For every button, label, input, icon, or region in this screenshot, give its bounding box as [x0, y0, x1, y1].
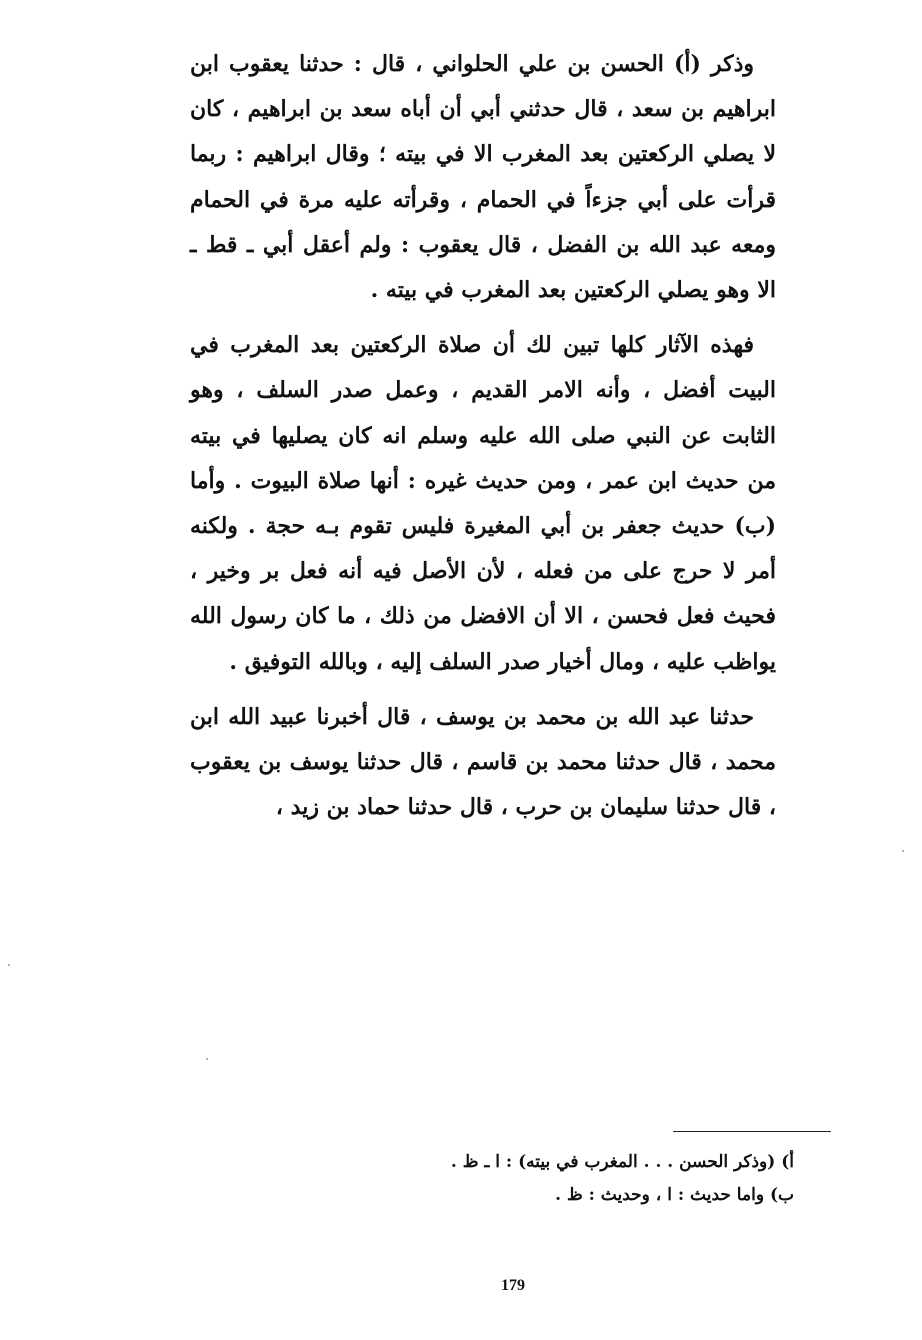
paragraph-2: فهذه الآثار كلها تبين لك أن صلاة الركعتين بعد المغرب في البيت أفضل ، وأنه الامر القديم ، وعمل صدر السلف ، وهو الثابت عن النبي صلى الله عليه وسلم انه كان يصليها في بيته من حديث ابن عمر ، ومن حديث غيره : أنها صلاة البيوت . وأما (ب) حديث جعفر بن أبي المغيرة فليس تقوم بـه حجة . ولكنه أمر لا حرج على من فعله ، لأن الأصل فيه أنه فعل بر وخير ، فحيث فعل فحسن ، الا أن الافضل من ذلك ، ما كان رسول الله يواظب عليه ، ومال أخيار صدر السلف إليه ، وبالله التوفيق .: [190, 332, 776, 675]
footnote-b: ب) واما حديث : ا ، وحديث : ظ .: [555, 1185, 794, 1205]
scan-speck: [8, 964, 10, 966]
footnote-separator: [673, 1131, 831, 1132]
scan-speck: [206, 1058, 208, 1060]
page-number: 179: [501, 1277, 525, 1294]
paragraph-1: وذكر (أ) الحسن بن علي الحلواني ، قال : حدثنا يعقوب ابن ابراهيم بن سعد ، قال حدثني أبي أن أباه سعد بن ابراهيم ، كان لا يصلي الركعتين بعد المغرب الا في بيته ؛ وقال ابراهيم : ربما قرأت على أبي جزءاً في الحمام ، وقرأته عليه مرة في الحمام ومعه عبد الله بن الفضل ، قال يعقوب : ولم أعقل أبي ـ قط ـ الا وهو يصلي الركعتين بعد المغرب في بيته .: [190, 51, 776, 304]
footnotes: [300, 1146, 794, 1212]
paragraph-3: حدثنا عبد الله بن محمد بن يوسف ، قال أخبرنا عبيد الله ابن محمد ، قال حدثنا محمد بن قاسم ، قال حدثنا يوسف بن يعقوب ، قال حدثنا سليمان بن حرب ، قال حدثنا حماد بن زيد ،: [190, 703, 776, 821]
main-text: [190, 42, 776, 830]
footnote-a: أ) (وذكر الحسن . . . المغرب في بيته) : ا ـ ظ .: [450, 1152, 794, 1172]
scan-speck: [902, 850, 904, 852]
